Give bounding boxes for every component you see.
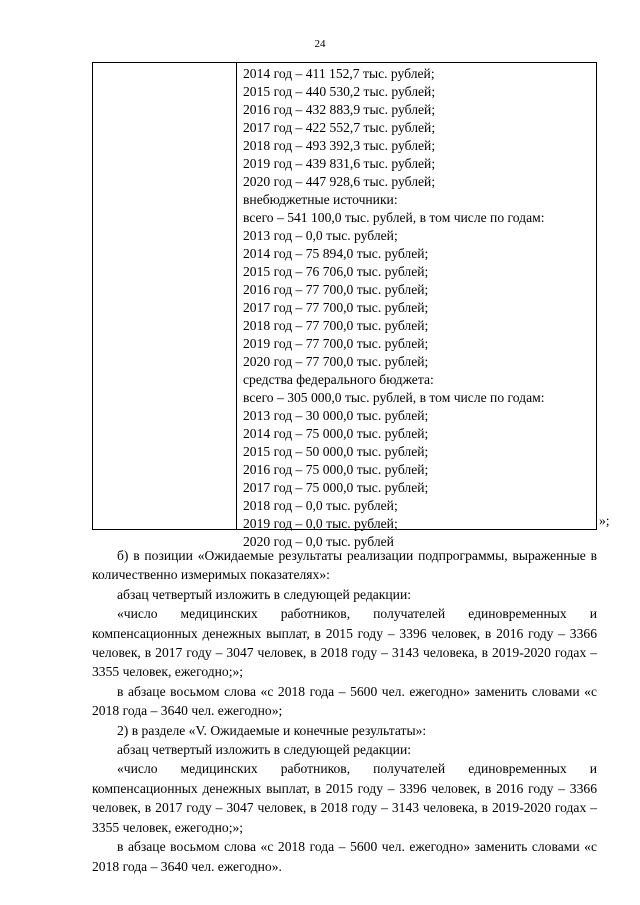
table-line: 2016 год – 75 000,0 тыс. рублей; xyxy=(243,462,429,477)
table-line: 2017 год – 75 000,0 тыс. рублей; xyxy=(243,480,429,495)
table-line: 2014 год – 75 894,0 тыс. рублей; xyxy=(243,246,429,261)
paragraph: «число медицинских работников, получателей единовременных и компенсационных денежных выплат, в 2015 году – 3396 человек, в 2016 году – 3366 человек, в 2017 году – 3047 человек, в 2018 году – 3143 человека, в 2019-2020 годах – 3355 человек, ежегодно;»; xyxy=(92,606,597,680)
table-right-column xyxy=(243,65,592,551)
table-line: 2019 год – 77 700,0 тыс. рублей; xyxy=(243,336,429,351)
paragraph: б) в позиции «Ожидаемые результаты реализации подпрограммы, выраженные в количественно измеримых показателях»: xyxy=(92,548,597,583)
table-line: всего – 305 000,0 тыс. рублей, в том числе по годам: xyxy=(243,390,545,405)
table-line: 2018 год – 77 700,0 тыс. рублей; xyxy=(243,318,429,333)
table-closing-quote: »; xyxy=(599,513,610,528)
paragraph: 2) в разделе «V. Ожидаемые и конечные результаты»: xyxy=(117,722,427,738)
table-line: 2015 год – 76 706,0 тыс. рублей; xyxy=(243,264,429,279)
table-line: 2017 год – 77 700,0 тыс. рублей; xyxy=(243,300,429,315)
table-line: 2018 год – 0,0 тыс. рублей; xyxy=(243,498,398,513)
table-line: всего – 541 100,0 тыс. рублей, в том числе по годам: xyxy=(243,210,545,225)
table-line: 2015 год – 440 530,2 тыс. рублей; xyxy=(243,84,436,99)
paragraph: абзац четвертый изложить в следующей редакции: xyxy=(117,586,412,602)
table-line: 2014 год – 75 000,0 тыс. рублей; xyxy=(243,426,429,441)
table-line: 2019 год – 0,0 тыс. рублей; xyxy=(243,516,398,531)
table-line: 2016 год – 77 700,0 тыс. рублей; xyxy=(243,282,429,297)
table-line: 2018 год – 493 392,3 тыс. рублей; xyxy=(243,138,436,153)
table-line: 2013 год – 0,0 тыс. рублей; xyxy=(243,228,398,243)
paragraph: в абзаце восьмом слова «с 2018 года – 5600 чел. ежегодно» заменить словами «с 2018 года – 3640 чел. ежегодно». xyxy=(92,839,597,874)
paragraph: в абзаце восьмом слова «с 2018 года – 5600 чел. ежегодно» заменить словами «с 2018 года – 3640 чел. ежегодно»; xyxy=(92,683,597,719)
table-line: 2020 год – 0,0 тыс. рублей xyxy=(243,534,394,549)
table-left-column xyxy=(93,63,237,529)
table-line: 2020 год – 447 928,6 тыс. рублей; xyxy=(243,174,436,189)
table-line: средства федерального бюджета: xyxy=(243,372,434,387)
page-number: 24 xyxy=(314,38,326,50)
table-line: 2019 год – 439 831,6 тыс. рублей; xyxy=(243,156,436,171)
paragraph: абзац четвертый изложить в следующей редакции: xyxy=(117,742,412,758)
table-line: 2013 год – 30 000,0 тыс. рублей; xyxy=(243,408,429,423)
paragraph: «число медицинских работников, получателей единовременных и компенсационных денежных выплат, в 2015 году – 3396 человек, в 2016 году – 3366 человек, в 2017 году – 3047 человек, в 2018 году – 3143 человека, в 2019-2020 годах – 3355 человек, ежегодно;»; xyxy=(92,761,597,835)
table-line: 2015 год – 50 000,0 тыс. рублей; xyxy=(243,444,429,459)
document-body xyxy=(92,546,597,876)
funding-table xyxy=(92,62,597,549)
table-line: 2016 год – 432 883,9 тыс. рублей; xyxy=(243,102,436,117)
table-line: 2014 год – 411 152,7 тыс. рублей; xyxy=(243,66,435,81)
table-line: 2020 год – 77 700,0 тыс. рублей; xyxy=(243,354,429,369)
table-line: 2017 год – 422 552,7 тыс. рублей; xyxy=(243,120,436,135)
table-line: внебюджетные источники: xyxy=(243,192,398,207)
